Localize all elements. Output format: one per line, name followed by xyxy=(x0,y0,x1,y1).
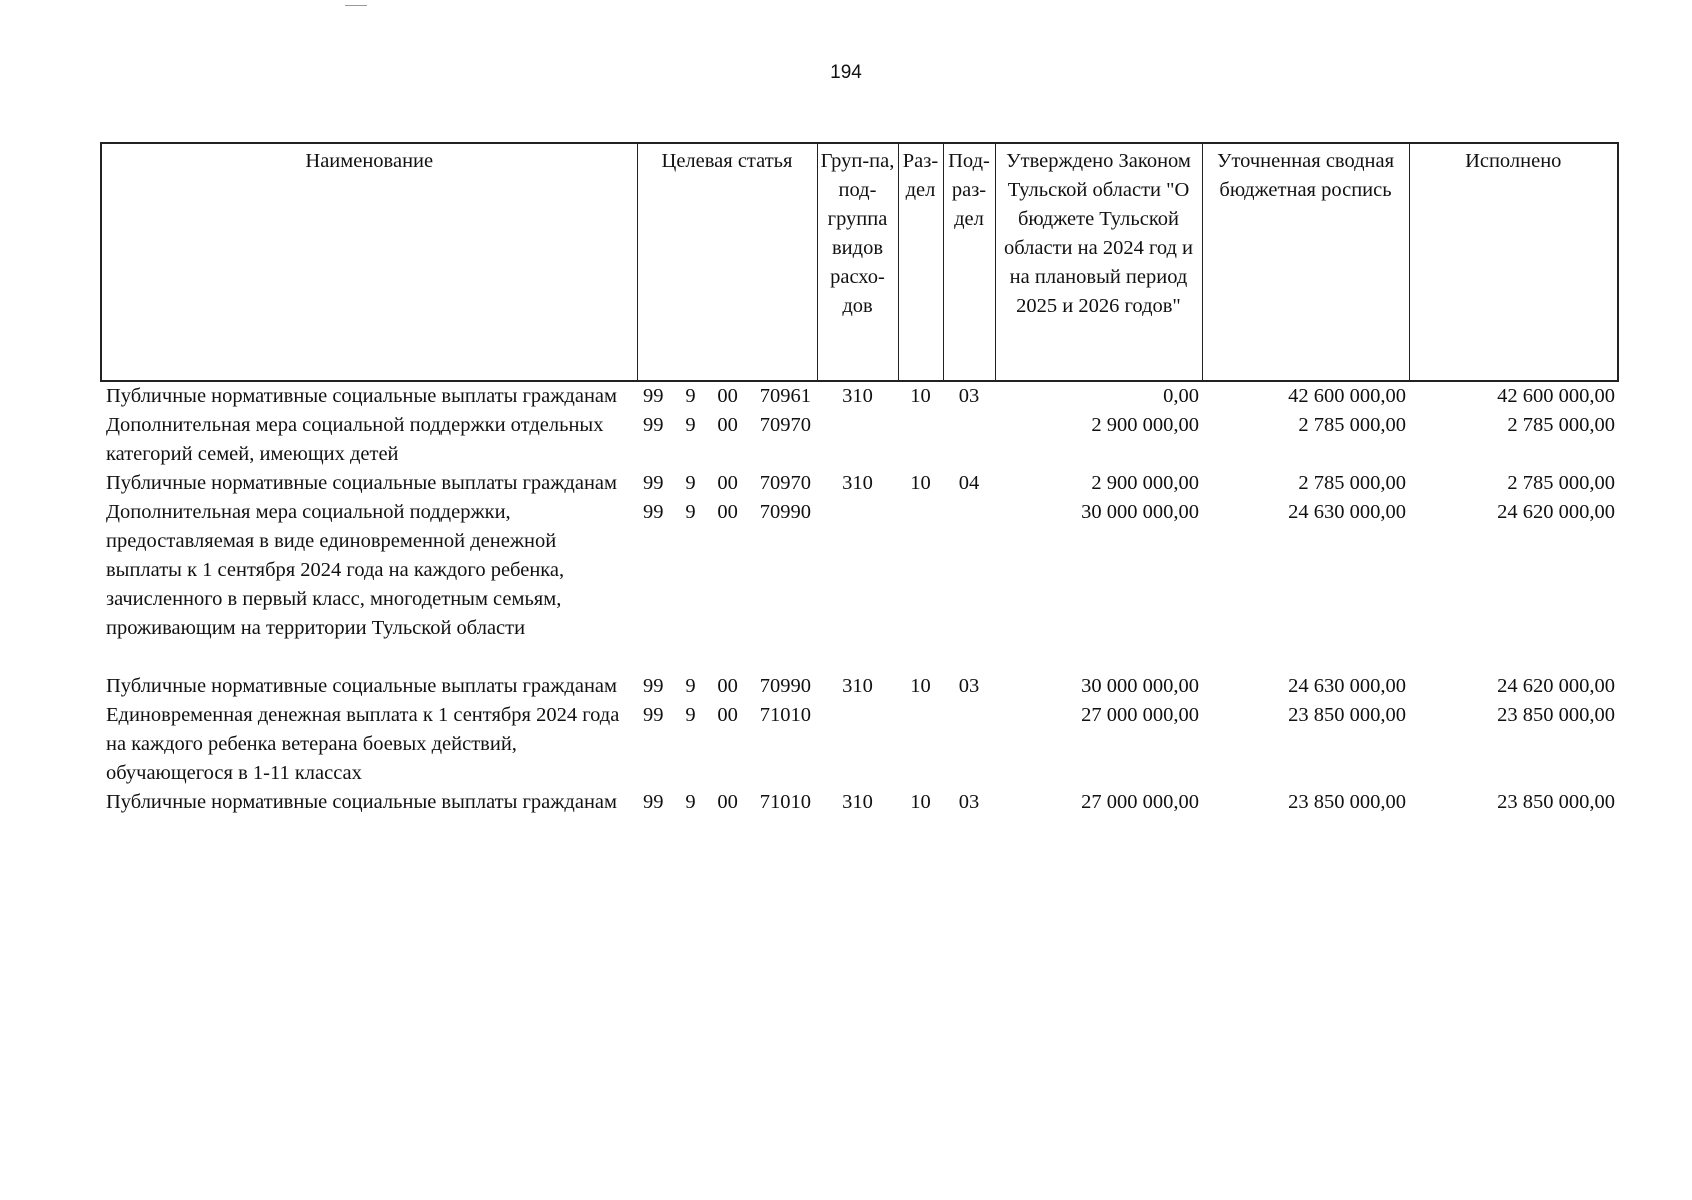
row-subsection xyxy=(943,498,995,672)
code-part: 9 xyxy=(685,472,696,494)
header-target: Целевая статья xyxy=(637,143,817,381)
row-group: 310 xyxy=(842,675,873,697)
code-part: 00 xyxy=(717,501,738,523)
row-subsection: 04 xyxy=(958,472,980,494)
budget-table xyxy=(100,142,1619,817)
row-refined: 23 850 000,00 xyxy=(1288,704,1406,726)
row-subsection xyxy=(943,411,995,469)
header-group: Груп-па, под-группа видов расхо-дов xyxy=(817,143,898,381)
row-section: 10 xyxy=(910,675,931,697)
row-code xyxy=(637,411,817,469)
header-section: Раз-дел xyxy=(898,143,943,381)
code-part: 70990 xyxy=(759,675,811,697)
row-code xyxy=(637,788,817,817)
row-approved: 27 000 000,00 xyxy=(1081,704,1199,726)
code-part: 99 xyxy=(643,472,664,494)
code-part: 9 xyxy=(685,791,696,813)
code-part: 70961 xyxy=(759,385,811,407)
code-part: 9 xyxy=(685,414,696,436)
code-part: 99 xyxy=(643,385,664,407)
header-approved: Утверждено Законом Тульской области "О бюджете Тульской области на 2024 год и на плановый период 2025 и 2026 годов" xyxy=(995,143,1202,381)
row-code xyxy=(637,701,817,788)
code-part: 00 xyxy=(717,675,738,697)
row-approved: 0,00 xyxy=(1163,385,1199,407)
header-name: Наименование xyxy=(101,143,637,381)
code-part: 71010 xyxy=(759,791,811,813)
row-executed: 24 620 000,00 xyxy=(1497,675,1615,697)
row-name: Единовременная денежная выплата к 1 сентября 2024 года на каждого ребенка ветерана боевых действий, обучающегося в 1-11 классах xyxy=(106,704,620,784)
row-approved: 30 000 000,00 xyxy=(1081,501,1199,523)
table-row xyxy=(101,701,1618,788)
table-row xyxy=(101,788,1618,817)
row-section xyxy=(898,701,943,788)
row-executed: 23 850 000,00 xyxy=(1497,704,1615,726)
header-subsection: Под-раз-дел xyxy=(943,143,995,381)
row-code xyxy=(637,672,817,701)
row-approved: 2 900 000,00 xyxy=(1091,472,1199,494)
row-refined: 2 785 000,00 xyxy=(1298,414,1406,436)
header-row xyxy=(101,143,1618,381)
table-row xyxy=(101,498,1618,672)
table-row xyxy=(101,469,1618,498)
row-code xyxy=(637,498,817,672)
code-part: 00 xyxy=(717,791,738,813)
row-group xyxy=(817,498,898,672)
row-code xyxy=(637,469,817,498)
row-subsection xyxy=(943,701,995,788)
row-subsection: 03 xyxy=(958,791,980,813)
scan-mark xyxy=(345,5,367,6)
code-part: 00 xyxy=(717,414,738,436)
header-refined: Уточненная сводная бюджетная роспись xyxy=(1202,143,1409,381)
row-executed: 24 620 000,00 xyxy=(1497,501,1615,523)
code-part: 9 xyxy=(685,675,696,697)
row-section xyxy=(898,498,943,672)
code-part: 00 xyxy=(717,385,738,407)
row-name: Дополнительная мера социальной поддержки, предоставляемая в виде единовременной денежной выплаты к 1 сентября 2024 года на каждого ребенка, зачисленного в первый класс, многодетным семьям, проживающим на территории Тульской области xyxy=(106,501,565,639)
code-part: 70990 xyxy=(759,501,811,523)
row-refined: 23 850 000,00 xyxy=(1288,791,1406,813)
row-group: 310 xyxy=(842,472,873,494)
code-part: 00 xyxy=(717,472,738,494)
row-refined: 2 785 000,00 xyxy=(1298,472,1406,494)
page-number: 194 xyxy=(830,62,862,83)
row-refined: 24 630 000,00 xyxy=(1288,501,1406,523)
row-section: 10 xyxy=(910,385,931,407)
row-refined: 24 630 000,00 xyxy=(1288,675,1406,697)
code-part: 9 xyxy=(685,501,696,523)
row-refined: 42 600 000,00 xyxy=(1288,385,1406,407)
table-row xyxy=(101,672,1618,701)
code-part: 99 xyxy=(643,501,664,523)
row-group: 310 xyxy=(842,791,873,813)
code-part: 99 xyxy=(643,704,664,726)
row-approved: 30 000 000,00 xyxy=(1081,675,1199,697)
code-part: 99 xyxy=(643,675,664,697)
table-row xyxy=(101,411,1618,469)
row-group: 310 xyxy=(842,385,873,407)
row-group xyxy=(817,411,898,469)
header-executed: Исполнено xyxy=(1409,143,1618,381)
row-subsection: 03 xyxy=(958,385,980,407)
code-part: 99 xyxy=(643,414,664,436)
code-part: 9 xyxy=(685,385,696,407)
code-part: 70970 xyxy=(759,414,811,436)
row-approved: 27 000 000,00 xyxy=(1081,791,1199,813)
row-name: Публичные нормативные социальные выплаты гражданам xyxy=(106,472,618,494)
row-code xyxy=(637,381,817,411)
row-approved: 2 900 000,00 xyxy=(1091,414,1199,436)
row-section: 10 xyxy=(910,472,931,494)
row-executed: 23 850 000,00 xyxy=(1497,791,1615,813)
row-subsection: 03 xyxy=(958,675,980,697)
row-executed: 2 785 000,00 xyxy=(1507,414,1615,436)
code-part: 9 xyxy=(685,704,696,726)
row-name: Публичные нормативные социальные выплаты гражданам xyxy=(106,385,618,407)
code-part: 70970 xyxy=(759,472,811,494)
row-name: Дополнительная мера социальной поддержки отдельных категорий семей, имеющих детей xyxy=(106,414,604,465)
code-part: 71010 xyxy=(759,704,811,726)
row-executed: 42 600 000,00 xyxy=(1497,385,1615,407)
row-section: 10 xyxy=(910,791,931,813)
row-group xyxy=(817,701,898,788)
code-part: 99 xyxy=(643,791,664,813)
table-row xyxy=(101,381,1618,411)
row-name: Публичные нормативные социальные выплаты гражданам xyxy=(106,675,618,697)
code-part: 00 xyxy=(717,704,738,726)
row-name: Публичные нормативные социальные выплаты гражданам xyxy=(106,791,618,813)
row-section xyxy=(898,411,943,469)
row-executed: 2 785 000,00 xyxy=(1507,472,1615,494)
